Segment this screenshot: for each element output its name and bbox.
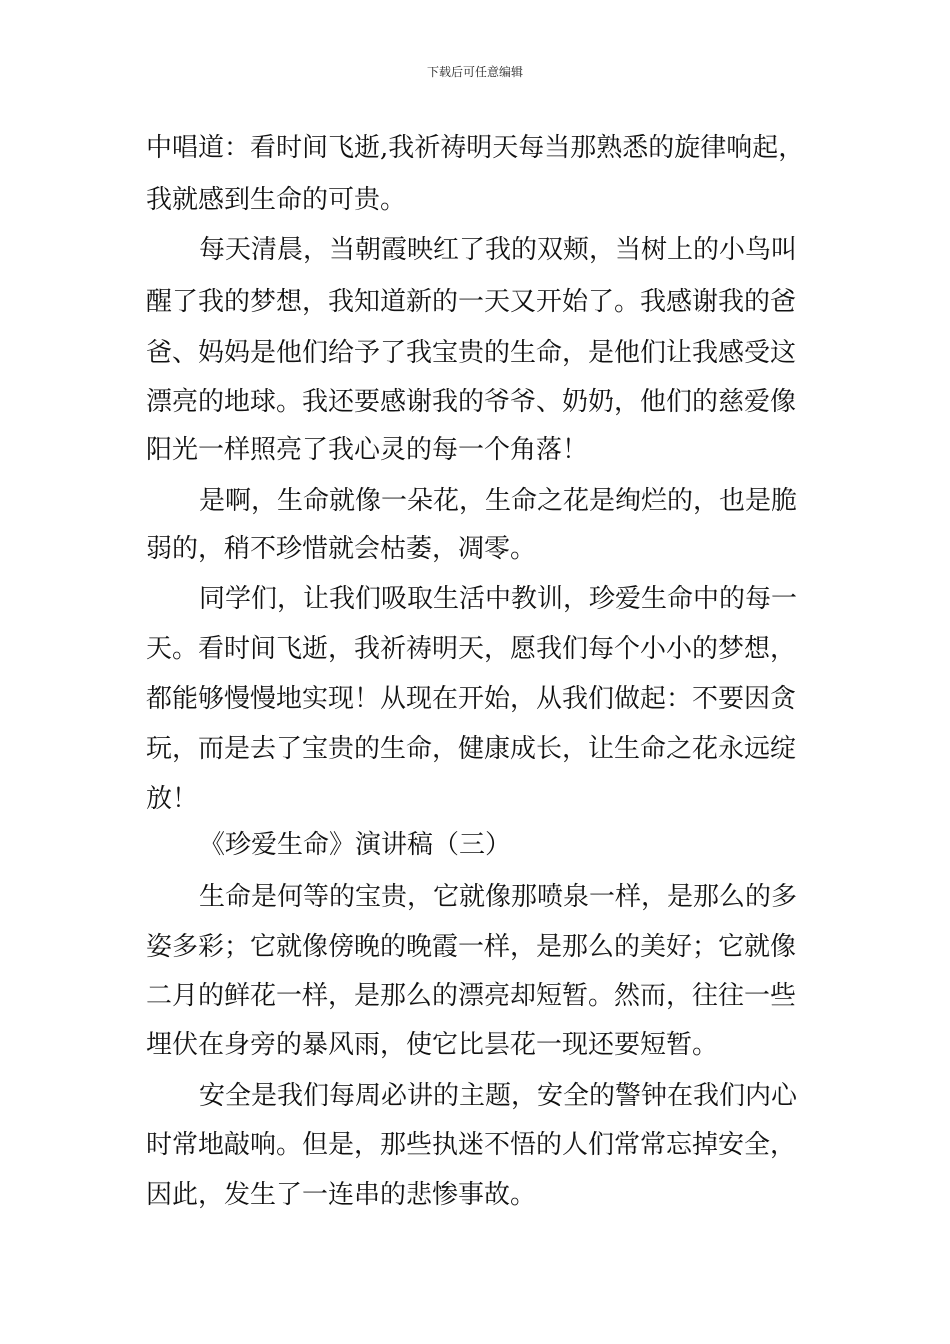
text-line: 中唱道：看时间飞逝,我祈祷明天每当那熟悉的旋律响起， [146,133,805,163]
text-line: 阳光一样照亮了我心灵的每一个角落！ [146,435,589,465]
text-line: 爸、妈妈是他们给予了我宝贵的生命，是他们让我感受这 [146,338,797,368]
text-line: 因此，发生了一连串的悲惨事故。 [146,1180,537,1210]
text-line: 二月的鲜花一样，是那么的漂亮却短暂。然而，往往一些 [146,981,797,1011]
text-line: 时常地敲响。但是，那些执迷不悟的人们常常忘掉安全， [146,1130,797,1160]
text-line: 漂亮的地球。我还要感谢我的爷爷、奶奶，他们的慈爱像 [146,387,797,417]
text-line: 玩，而是去了宝贵的生命，健康成长，让生命之花永远绽 [146,734,797,764]
text-line: 安全是我们每周必讲的主题，安全的警钟在我们内心 [199,1081,798,1111]
text-line: 每天清晨，当朝霞映红了我的双颊，当树上的小鸟叫 [199,235,798,265]
text-line: 放！ [146,784,199,814]
text-line: 埋伏在身旁的暴风雨，使它比昙花一现还要短暂。 [146,1030,719,1060]
text-line: 醒了我的梦想，我知道新的一天又开始了。我感谢我的爸 [146,287,797,317]
text-line: 我就感到生命的可贵。 [146,185,407,215]
text-line: 都能够慢慢地实现！从现在开始，从我们做起：不要因贪 [146,684,797,714]
text-line: 生命是何等的宝贵，它就像那喷泉一样，是那么的多 [199,882,798,912]
text-line: 姿多彩；它就像傍晚的晚霞一样，是那么的美好；它就像 [146,932,797,962]
text-line: 同学们，让我们吸取生活中教训，珍爱生命中的每一 [199,584,798,614]
page-header: 下载后可任意编辑 [426,65,523,79]
section-title: 《珍爱生命》演讲稿（三） [199,830,512,860]
text-line: 是啊，生命就像一朵花，生命之花是绚烂的，也是脆 [199,486,798,516]
text-line: 天。看时间飞逝，我祈祷明天，愿我们每个小小的梦想， [146,634,797,664]
text-line: 弱的，稍不珍惜就会枯萎，凋零。 [146,534,537,564]
